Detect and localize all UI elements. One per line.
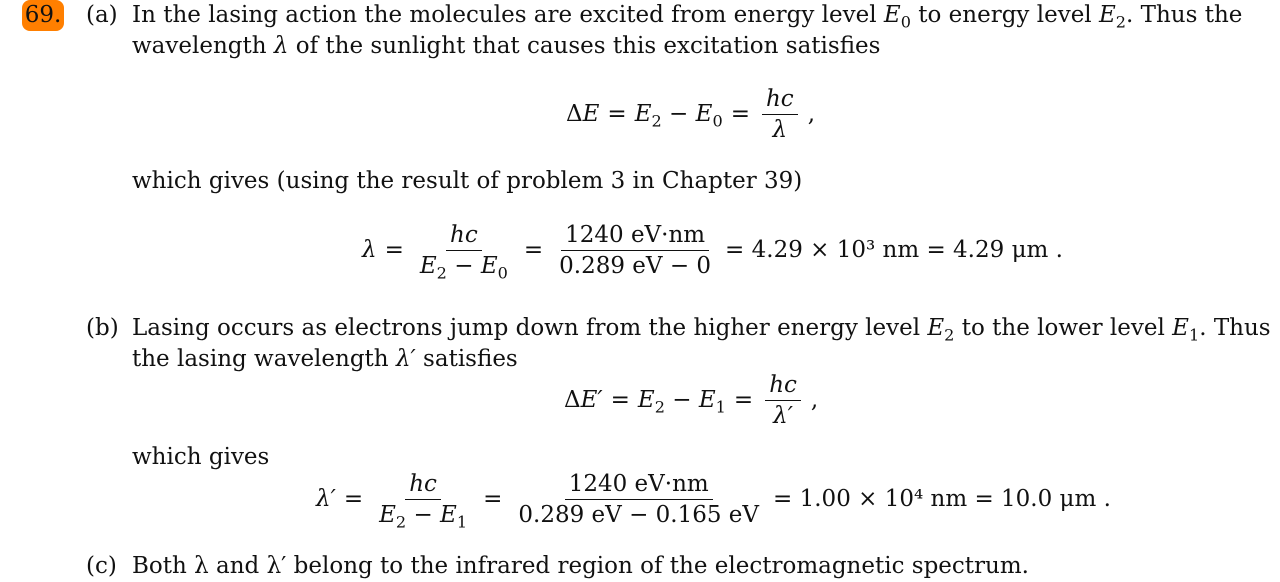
part-b-eq2-numerator: 1240 eV·nm (565, 469, 713, 500)
part-b-line1: Lasing occurs as electrons jump down from the higher energy level $E_2$ to the lower level $E_1$. Thus (132, 315, 1271, 345)
part-b-which-gives: which gives (132, 444, 270, 470)
part-a-line2: wavelength λ of the sunlight that causes this excitation satisfies (132, 33, 881, 59)
part-c-text: Both λ and λ′ belong to the infrared region of the electromagnetic spectrum. (132, 553, 1029, 579)
part-a-eq2-result: = 4.29 × 10³ nm = 4.29 μm . (725, 237, 1063, 263)
part-a-equation-1: ΔE = $E_2 - E_0$ = $\frac{hc}{\lambda}$ , (566, 86, 815, 143)
part-a-label: (a) (86, 2, 118, 28)
problem-number-badge: 69. (22, 0, 64, 31)
part-c-label: (c) (86, 553, 117, 579)
part-a-eq2-denominator: 0.289 eV − 0 (559, 253, 712, 279)
part-b-label: (b) (86, 315, 119, 341)
part-b-eq2-denominator: 0.289 eV − 0.165 eV (518, 502, 760, 528)
part-a-eq2-numerator: 1240 eV·nm (561, 220, 709, 251)
part-b-eq2-result: = 1.00 × 10⁴ nm = 10.0 μm . (773, 486, 1111, 512)
part-a-equation-2: λ = $\frac{hc}{E_2 - E_0}$ = $\frac{1240 eV\cdot nm}{0.289 eV - 0}$ = 4.29 × 10³ nm = 4.29 μm . (362, 222, 1063, 283)
part-a-which-gives: which gives (using the result of problem 3 in Chapter 39) (132, 168, 803, 194)
part-a-line1: In the lasing action the molecules are excited from energy level $E_0$ to energy level $E_2$. Thus the (132, 2, 1243, 32)
part-b-equation-2: λ′ = $\frac{hc}{E_2 - E_1}$ = $\frac{1240 eV\cdot nm}{0.289 eV - 0.165 eV}$ = 1.00 × 10⁴ nm = 10.0 μm . (316, 471, 1111, 532)
part-b-equation-1: ΔE′ = $E_2 - E_1$ = $\frac{hc}{\lambda'}$ , (564, 372, 819, 429)
part-b-line2: the lasing wavelength λ′ satisfies (132, 346, 518, 372)
